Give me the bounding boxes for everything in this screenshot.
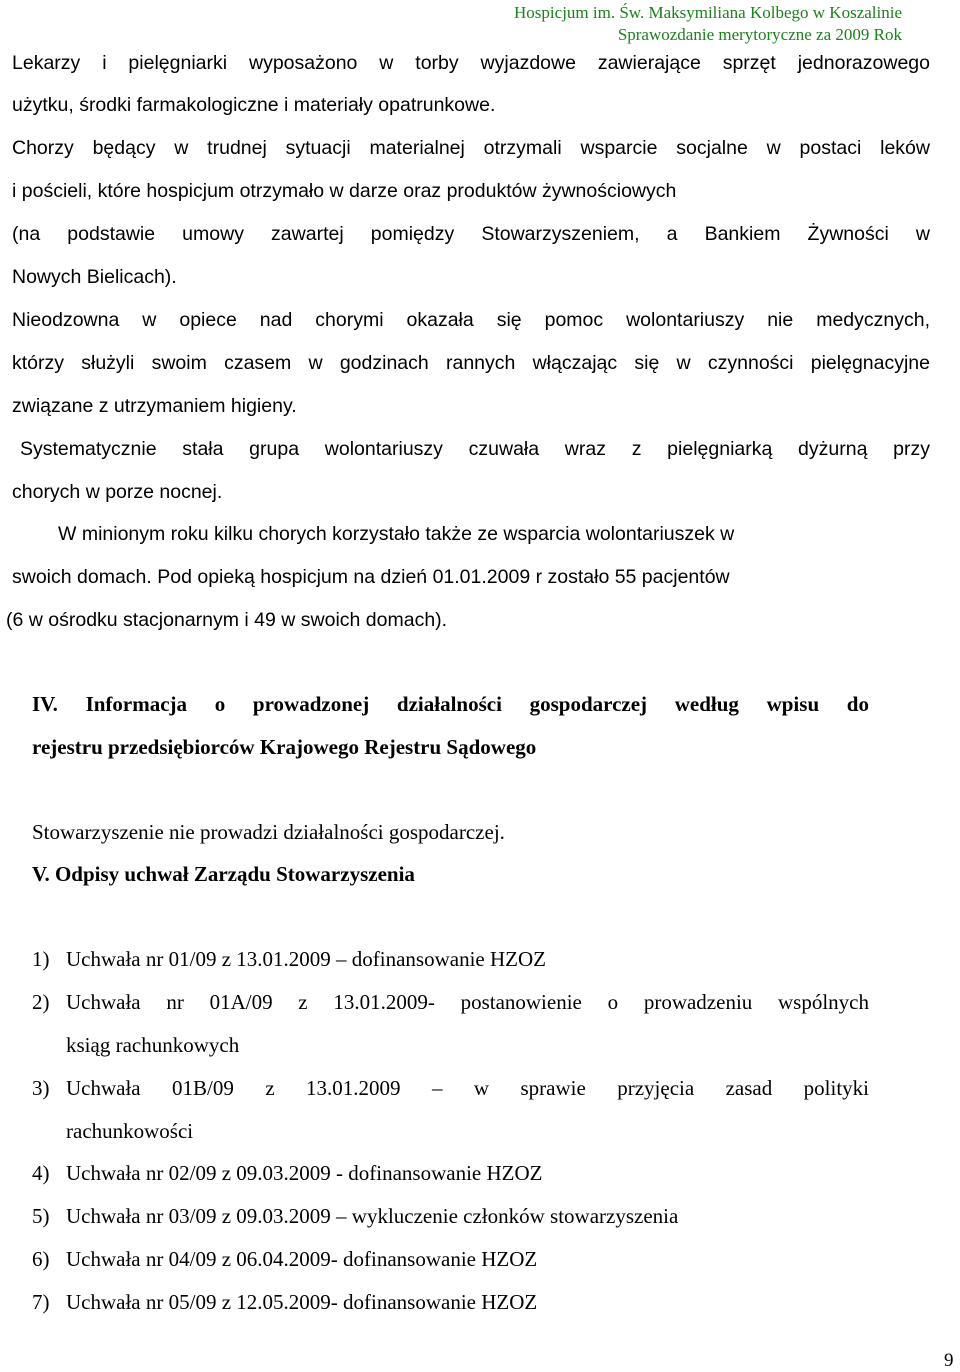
list-item-text: Uchwała nr 05/09 z 12.05.2009- dofinansowanie HZOZ [66,1290,538,1314]
list-item-number: 1) [32,947,50,971]
list-item-number: 5) [32,1204,50,1228]
section-iv-heading-line-2: rejestru przedsiębiorców Krajowego Rejestru Sądowego [32,735,537,759]
list-item-text-continued: rachunkowości [66,1119,194,1143]
section-iv-heading-line-1: IV. Informacja o prowadzonej działalności gospodarczej według wpisu do [32,692,869,716]
body-line-10: Systematycznie stała grupa wolontariuszy czuwała wraz z pielęgniarką dyżurną przy [20,438,930,460]
body-line-9: związane z utrzymaniem higieny. [12,395,297,417]
list-item-text-continued: ksiąg rachunkowych [66,1033,240,1057]
section-v-heading: V. Odpisy uchwał Zarządu Stowarzyszenia [32,862,415,886]
page-number: 9 [944,1350,954,1371]
body-line-7: Nieodzowna w opiece nad chorymi okazała się pomoc wolontariuszy nie medycznych, [12,309,930,331]
list-item-text: Uchwała nr 02/09 z 09.03.2009 - dofinansowanie HZOZ [66,1161,543,1185]
body-line-3: Chorzy będący w trudnej sytuacji materialnej otrzymali wsparcie socjalne w postaci leków [12,137,930,159]
header-report-title: Sprawozdanie merytoryczne za 2009 Rok [617,25,902,44]
list-item-number: 6) [32,1247,50,1271]
list-item-text: Uchwała 01B/09 z 13.01.2009 – w sprawie przyjęcia zasad polityki [66,1076,869,1100]
list-item-text: Uchwała nr 03/09 z 09.03.2009 – wykluczenie członków stowarzyszenia [66,1204,679,1228]
body-line-11: chorych w porze nocnej. [12,481,223,503]
body-line-1: Lekarzy i pielęgniarki wyposażono w torby wyjazdowe zawierające sprzęt jednorazowego [12,52,930,74]
list-item-number: 2) [32,990,50,1014]
list-item-number: 4) [32,1161,50,1185]
section-iv-text: Stowarzyszenie nie prowadzi działalności gospodarczej. [32,820,505,844]
body-line-14: (6 w ośrodku stacjonarnym i 49 w swoich domach). [6,609,448,631]
page-header [0,2,902,46]
list-item-text: Uchwała nr 01A/09 z 13.01.2009- postanowienie o prowadzeniu wspólnych [66,990,869,1014]
list-item-text: Uchwała nr 01/09 z 13.01.2009 – dofinansowanie HZOZ [66,947,546,971]
body-line-5: (na podstawie umowy zawartej pomiędzy Stowarzyszeniem, a Bankiem Żywności w [12,223,930,245]
body-line-2: użytku, środki farmakologiczne i materiały opatrunkowe. [12,94,496,116]
list-item-text: Uchwała nr 04/09 z 06.04.2009- dofinansowanie HZOZ [66,1247,538,1271]
body-line-6: Nowych Bielicach). [12,266,177,288]
list-item-number: 3) [32,1076,50,1100]
header-organization: Hospicjum im. Św. Maksymiliana Kolbego w Koszalinie [514,3,902,22]
body-line-12: W minionym roku kilku chorych korzystało także ze wsparcia wolontariuszek w [58,523,735,545]
list-item-number: 7) [32,1290,50,1314]
body-line-13: swoich domach. Pod opieką hospicjum na dzień 01.01.2009 r zostało 55 pacjentów [12,566,730,588]
body-line-8: którzy służyli swoim czasem w godzinach rannych włączając się w czynności pielęgnacyjne [12,352,930,374]
body-line-4: i pościeli, które hospicjum otrzymało w darze oraz produktów żywnościowych [12,180,677,202]
